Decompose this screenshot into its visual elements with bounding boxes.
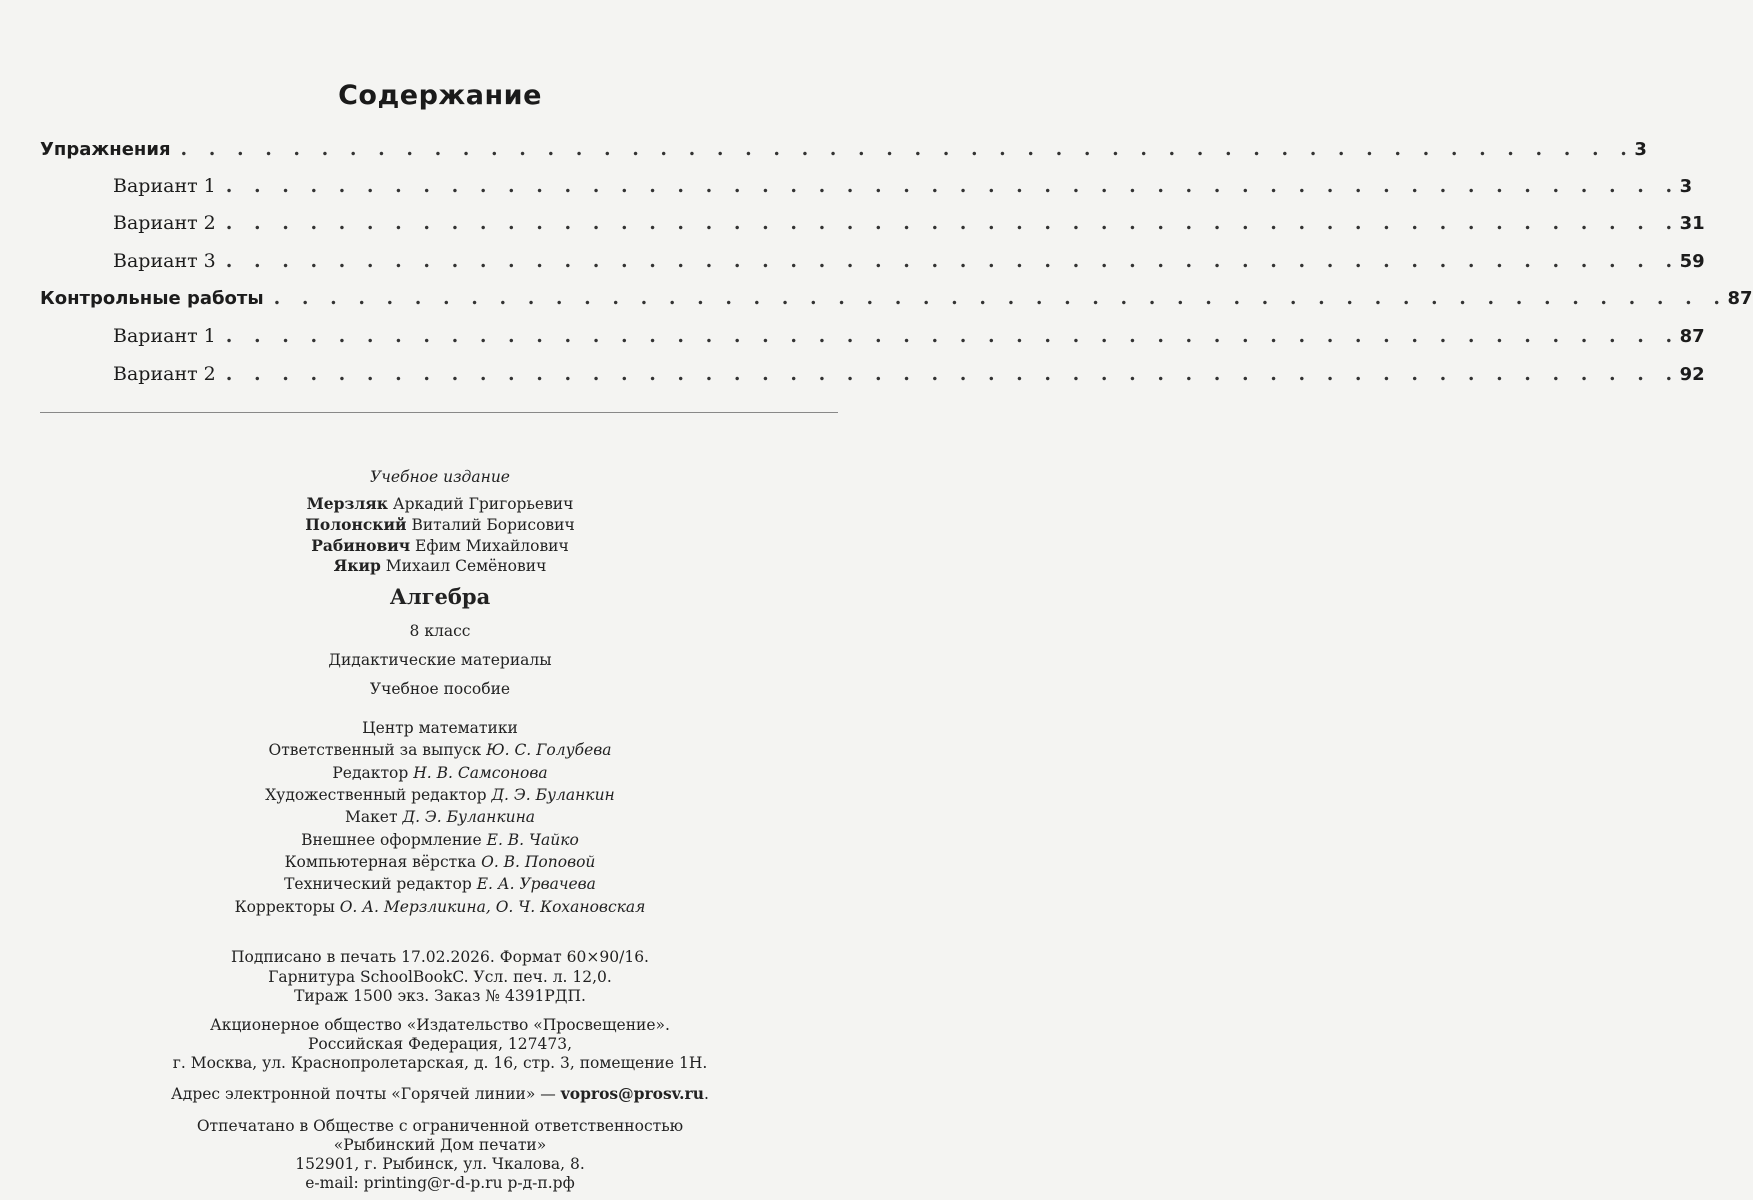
credit-line [0, 875, 880, 893]
credit-line [0, 853, 880, 871]
credit-person: Д. Э. Буланкин [491, 786, 615, 804]
printer-line: Отпечатано в Обществе с ограниченной ответственностью [196, 1117, 684, 1135]
author-name: Михаил Семёнович [385, 557, 547, 575]
credit-person: Н. В. Самсонова [413, 764, 548, 782]
toc-item-label: Вариант 2 [113, 363, 216, 385]
book-genre: Учебное пособие [369, 680, 511, 698]
toc-item-label: Вариант 1 [113, 325, 216, 347]
printer-line: «Рыбинский Дом печати» [333, 1136, 547, 1154]
hotline-line [0, 1084, 880, 1103]
toc-item-label: Контрольные работы [40, 288, 264, 309]
author-surname: Якир [333, 556, 381, 575]
toc-item-variant-3 [113, 250, 1705, 280]
credit-person: Е. А. Урвачева [476, 875, 596, 893]
hotline-end: . [704, 1085, 709, 1103]
printer-line: e-mail: printing@r-d-p.ru р-д-п.рф [305, 1174, 575, 1192]
author-line [0, 536, 880, 555]
toc-leader-dots: . . . . . . . . . . . . . . . . . . . . . . . . . . . . . . . . . . . . . . . . . . . . . . . . . . . . [225, 325, 1680, 347]
toc-item-page: 87 [1679, 326, 1705, 347]
toc-item-tests [40, 287, 1753, 317]
author-line [0, 515, 880, 534]
toc-item-test-variant-2 [113, 363, 1705, 393]
credit-role: Внешнее оформление [301, 831, 482, 849]
credit-role: Корректоры [234, 898, 335, 916]
toc-item-label: Вариант 3 [113, 250, 216, 272]
toc-leader-dots: . . . . . . . . . . . . . . . . . . . . . . . . . . . . . . . . . . . . . . . . . . . . . . . . . . . . [225, 212, 1680, 234]
toc-item-variant-1 [113, 175, 1693, 205]
author-surname: Мерзляк [306, 494, 388, 513]
toc-item-page: 3 [1634, 139, 1647, 160]
credit-person: О. А. Мерзликина, О. Ч. Кохановская [339, 898, 646, 916]
section-divider [40, 412, 838, 413]
toc-item-page: 87 [1727, 288, 1753, 309]
credit-role: Компьютерная вёрстка [284, 853, 477, 871]
toc-item-page: 31 [1679, 213, 1705, 234]
toc-item-label: Вариант 1 [113, 175, 216, 197]
credit-person: Ю. С. Голубева [486, 741, 612, 759]
author-line [0, 494, 880, 513]
toc-leader-dots: . . . . . . . . . . . . . . . . . . . . . . . . . . . . . . . . . . . . . . . . . . . . . . . . . . . . [225, 175, 1680, 197]
toc-item-variant-2 [113, 212, 1705, 242]
credit-line [0, 898, 880, 916]
grade-label: 8 класс [409, 622, 471, 640]
printer-line: 152901, г. Рыбинск, ул. Чкалова, 8. [295, 1155, 585, 1173]
toc-item-exercises [40, 138, 1647, 168]
toc-item-page: 3 [1679, 176, 1693, 197]
toc-item-page: 92 [1679, 364, 1705, 385]
toc-leader-dots: . . . . . . . . . . . . . . . . . . . . . . . . . . . . . . . . . . . . . . . . . . . . . . . . . . . . [273, 287, 1728, 309]
edition-type: Учебное издание [370, 468, 510, 486]
credit-line [0, 741, 880, 759]
print-info-line: Гарнитура SchoolBookC. Усл. печ. л. 12,0. [268, 968, 612, 986]
credit-line [0, 764, 880, 782]
toc-leader-dots: . . . . . . . . . . . . . . . . . . . . . . . . . . . . . . . . . . . . . . . . . . . . . . . . . . . . [180, 138, 1635, 160]
author-line [0, 556, 880, 575]
author-surname: Полонский [305, 515, 407, 534]
credit-role: Художественный редактор [265, 786, 487, 804]
book-title: Алгебра [389, 584, 491, 609]
toc-leader-dots: . . . . . . . . . . . . . . . . . . . . . . . . . . . . . . . . . . . . . . . . . . . . . . . . . . . . [225, 250, 1680, 272]
credit-role: Редактор [332, 764, 409, 782]
publishing-center: Центр математики [362, 719, 518, 737]
toc-item-label: Вариант 2 [113, 212, 216, 234]
credit-line [0, 786, 880, 804]
hotline-email[interactable]: vopros@prosv.ru [560, 1084, 704, 1103]
toc-leader-dots: . . . . . . . . . . . . . . . . . . . . . . . . . . . . . . . . . . . . . . . . . . . . . . . . . . . . [225, 363, 1680, 385]
toc-title: Содержание [338, 80, 542, 111]
publisher-line: г. Москва, ул. Краснопролетарская, д. 16, стр. 3, помещение 1Н. [172, 1054, 708, 1072]
author-name: Виталий Борисович [411, 516, 575, 534]
publisher-line: Российская Федерация, 127473, [307, 1035, 573, 1053]
toc-item-label: Упражнения [40, 139, 171, 160]
credit-person: Д. Э. Буланкина [402, 808, 536, 826]
print-info-line: Тираж 1500 экз. Заказ № 4391РДП. [294, 987, 586, 1005]
publisher-line: Акционерное общество «Издательство «Просвещение». [210, 1016, 670, 1034]
author-surname: Рабинович [311, 536, 411, 555]
credit-role: Макет [344, 808, 398, 826]
print-info-line: Подписано в печать 17.02.2026. Формат 60×90/16. [231, 948, 649, 966]
credit-line [0, 831, 880, 849]
credit-role: Технический редактор [284, 875, 472, 893]
credit-person: Е. В. Чайко [486, 831, 579, 849]
toc-item-page: 59 [1679, 251, 1705, 272]
author-name: Аркадий Григорьевич [392, 495, 574, 513]
credit-role: Ответственный за выпуск [268, 741, 482, 759]
toc-item-test-variant-1 [113, 325, 1705, 355]
author-name: Ефим Михайлович [415, 537, 569, 555]
book-subtitle: Дидактические материалы [328, 651, 552, 669]
hotline-label: Адрес электронной почты «Горячей линии» — [171, 1085, 556, 1103]
credit-line [0, 808, 880, 826]
credit-person: О. В. Поповой [481, 853, 596, 871]
